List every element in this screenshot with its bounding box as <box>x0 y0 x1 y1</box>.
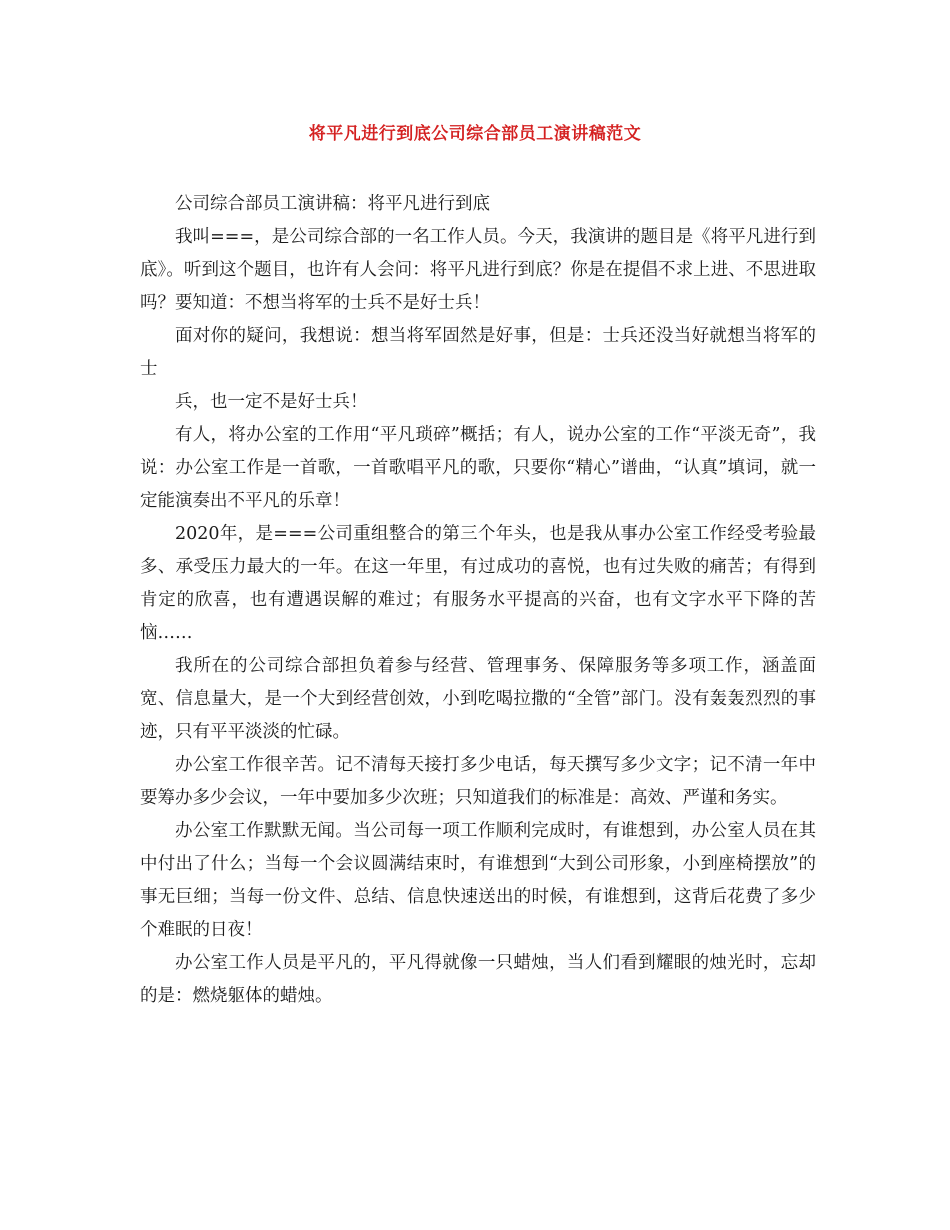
paragraph: 2020年，是===公司重组整合的第三个年头，也是我从事办公室工作经受考验最多、承受压力最大的一年。在这一年里，有过成功的喜悦，也有过失败的痛苦；有得到肯定的欣喜，也有遭遇误解的难过；有服务水平提高的兴奋，也有文字水平下降的苦恼…… <box>140 524 816 643</box>
paragraph: 面对你的疑问，我想说：想当将军固然是好事，但是：士兵还没当好就想当将军的士 <box>140 326 816 379</box>
paragraph: 办公室工作很辛苦。记不清每天接打多少电话，每天撰写多少文字；记不清一年中要筹办多少会议，一年中要加多少次班；只知道我们的标准是：高效、严谨和务实。 <box>140 755 816 808</box>
paragraph: 有人，将办公室的工作用“平凡琐碎”概括；有人，说办公室的工作“平淡无奇”，我说：办公室工作是一首歌，一首歌唱平凡的歌，只要你“精心”谱曲，“认真”填词，就一定能演奏出不平凡的乐章！ <box>140 425 816 511</box>
paragraph: 公司综合部员工演讲稿：将平凡进行到底 <box>175 194 490 214</box>
paragraph: 办公室工作人员是平凡的，平凡得就像一只蜡烛，当人们看到耀眼的烛光时，忘却的是：燃烧躯体的蜡烛。 <box>140 953 816 1006</box>
paragraph: 我叫===，是公司综合部的一名工作人员。今天，我演讲的题目是《将平凡进行到底》。听到这个题目，也许有人会问：将平凡进行到底？你是在提倡不求上进、不思进取吗？要知道：不想当将军的士兵不是好士兵！ <box>140 227 816 313</box>
document-title: 将平凡进行到底公司综合部员工演讲稿范文 <box>308 124 642 144</box>
document-body <box>140 188 816 1013</box>
paragraph: 我所在的公司综合部担负着参与经营、管理事务、保障服务等多项工作，涵盖面宽、信息量大，是一个大到经营创效，小到吃喝拉撒的“全管”部门。没有轰轰烈烈的事迹，只有平平淡淡的忙碌。 <box>140 656 816 742</box>
paragraph: 兵，也一定不是好士兵！ <box>175 392 368 412</box>
paragraph: 办公室工作默默无闻。当公司每一项工作顺利完成时，有谁想到，办公室人员在其中付出了什么；当每一个会议圆满结束时，有谁想到“大到公司形象，小到座椅摆放”的事无巨细；当每一份文件、总结、信息快速送出的时候，有谁想到，这背后花费了多少个难眠的日夜！ <box>140 821 816 940</box>
